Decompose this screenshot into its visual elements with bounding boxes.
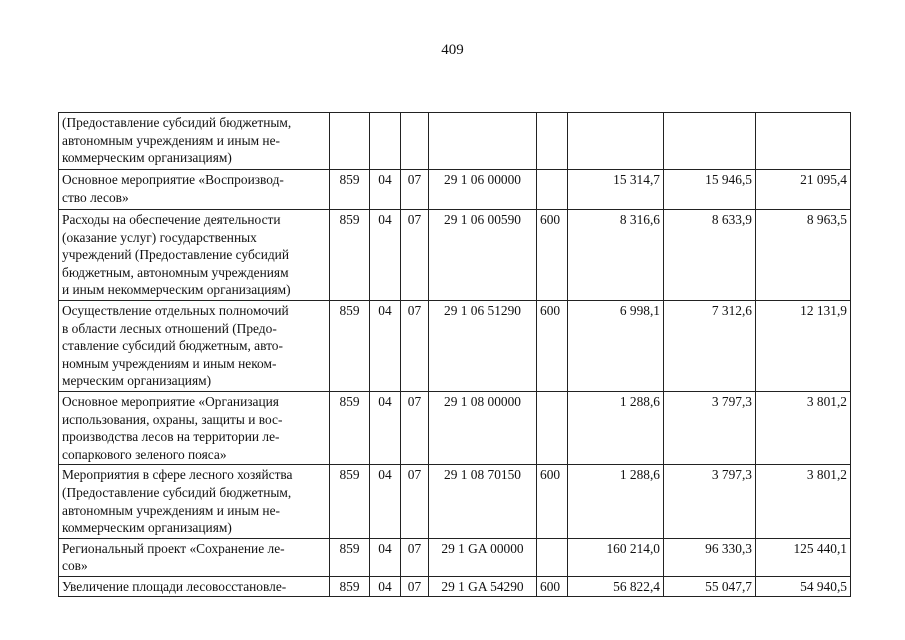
cell-section: 04 (370, 576, 401, 597)
name-line: Мероприятия в сфере лесного хозяйства (62, 467, 293, 483)
name-line: производства лесов на территории ле- (62, 429, 280, 445)
cell-expense-type (537, 538, 568, 576)
cell-amount-3: 3 801,2 (756, 391, 851, 464)
cell-name (59, 210, 330, 301)
cell-subsection: 07 (401, 210, 429, 301)
cell-amount-1: 160 214,0 (568, 538, 664, 576)
name-line: бюджетным, автономным учреждениям (62, 264, 289, 280)
cell-target-article: 29 1 08 00000 (429, 391, 537, 464)
cell-amount-2: 3 797,3 (664, 391, 756, 464)
cell-expense-type: 600 (537, 465, 568, 538)
cell-section: 04 (370, 300, 401, 391)
cell-target-article: 29 1 06 00000 (429, 170, 537, 210)
name-line: коммерческим организациям) (62, 520, 232, 536)
cell-subsection: 07 (401, 465, 429, 538)
cell-subsection: 07 (401, 300, 429, 391)
name-line: Осуществление отдельных полномочий (62, 302, 289, 318)
cell-amount-2: 96 330,3 (664, 538, 756, 576)
name-line: коммерческим организациям) (62, 150, 232, 166)
cell-amount-3: 12 131,9 (756, 300, 851, 391)
name-line: и иным некоммерческим организациям) (62, 282, 291, 298)
cell-amount-1: 6 998,1 (568, 300, 664, 391)
name-line: Увеличение площади лесовосстановле- (62, 578, 287, 594)
cell-amount-1: 1 288,6 (568, 391, 664, 464)
cell-amount-3: 8 963,5 (756, 210, 851, 301)
cell-ved: 859 (330, 538, 370, 576)
cell-name (59, 300, 330, 391)
cell-amount-2: 8 633,9 (664, 210, 756, 301)
cell-expense-type (537, 170, 568, 210)
cell-name (59, 538, 330, 576)
name-line: Основное мероприятие «Организация (62, 393, 279, 409)
name-line: (Предоставление субсидий бюджетным, (62, 115, 292, 130)
name-line: Основное мероприятие «Воспроизвод- (62, 172, 284, 187)
cell-subsection: 07 (401, 391, 429, 464)
cell-section: 04 (370, 170, 401, 210)
cell-expense-type (537, 391, 568, 464)
cell-section: 04 (370, 210, 401, 301)
cell-amount-1 (568, 113, 664, 170)
cell-subsection: 07 (401, 538, 429, 576)
name-line: в области лесных отношений (Предо- (62, 320, 277, 336)
name-line: мерческим организациям) (62, 373, 212, 389)
cell-target-article: 29 1 GA 54290 (429, 576, 537, 597)
cell-target-article: 29 1 06 00590 (429, 210, 537, 301)
cell-expense-type: 600 (537, 576, 568, 597)
page-number: 409 (441, 42, 464, 58)
cell-amount-1: 8 316,6 (568, 210, 664, 301)
cell-amount-1: 1 288,6 (568, 465, 664, 538)
table-row (59, 576, 851, 597)
name-line: автономным учреждениям и иным не- (62, 132, 280, 148)
cell-amount-1: 15 314,7 (568, 170, 664, 210)
cell-ved (330, 113, 370, 170)
cell-amount-3: 21 095,4 (756, 170, 851, 210)
cell-section: 04 (370, 538, 401, 576)
table-row (59, 300, 851, 391)
table-row (59, 465, 851, 538)
table-row (59, 170, 851, 210)
cell-ved: 859 (330, 170, 370, 210)
cell-ved: 859 (330, 391, 370, 464)
name-line: использования, охраны, защиты и вос- (62, 411, 283, 427)
cell-amount-3 (756, 113, 851, 170)
name-line: Региональный проект «Сохранение ле- (62, 540, 285, 556)
cell-target-article: 29 1 06 51290 (429, 300, 537, 391)
cell-amount-1: 56 822,4 (568, 576, 664, 597)
cell-target-article: 29 1 08 70150 (429, 465, 537, 538)
cell-expense-type (537, 113, 568, 170)
table-row (59, 538, 851, 576)
table-row (59, 210, 851, 301)
name-line: (оказание услуг) государственных (62, 229, 257, 245)
cell-section: 04 (370, 391, 401, 464)
cell-name (59, 391, 330, 464)
cell-section: 04 (370, 465, 401, 538)
name-line: (Предоставление субсидий бюджетным, (62, 484, 292, 500)
cell-section (370, 113, 401, 170)
table-body (59, 113, 851, 597)
cell-amount-2 (664, 113, 756, 170)
cell-subsection (401, 113, 429, 170)
cell-name (59, 170, 330, 210)
name-line: автономным учреждениям и иным не- (62, 502, 280, 518)
table-row (59, 113, 851, 170)
cell-name (59, 576, 330, 597)
table-row (59, 391, 851, 464)
name-line: ставление субсидий бюджетным, авто- (62, 338, 283, 354)
name-line: учреждений (Предоставление субсидий (62, 247, 290, 263)
cell-subsection: 07 (401, 576, 429, 597)
name-line: ство лесов» (62, 189, 129, 205)
cell-ved: 859 (330, 576, 370, 597)
name-line: сопаркового зеленого пояса» (62, 446, 227, 462)
cell-ved: 859 (330, 300, 370, 391)
cell-ved: 859 (330, 465, 370, 538)
cell-amount-2: 7 312,6 (664, 300, 756, 391)
cell-expense-type: 600 (537, 210, 568, 301)
cell-target-article (429, 113, 537, 170)
cell-amount-3: 125 440,1 (756, 538, 851, 576)
cell-amount-2: 3 797,3 (664, 465, 756, 538)
cell-target-article: 29 1 GA 00000 (429, 538, 537, 576)
name-line: Расходы на обеспечение деятельности (62, 212, 281, 227)
cell-amount-2: 15 946,5 (664, 170, 756, 210)
cell-amount-3: 3 801,2 (756, 465, 851, 538)
name-line: номным учреждениям и иным неком- (62, 355, 277, 371)
cell-name (59, 113, 330, 170)
budget-table (58, 112, 851, 597)
cell-name (59, 465, 330, 538)
name-line: сов» (62, 558, 88, 574)
cell-expense-type: 600 (537, 300, 568, 391)
cell-subsection: 07 (401, 170, 429, 210)
cell-amount-3: 54 940,5 (756, 576, 851, 597)
cell-ved: 859 (330, 210, 370, 301)
cell-amount-2: 55 047,7 (664, 576, 756, 597)
